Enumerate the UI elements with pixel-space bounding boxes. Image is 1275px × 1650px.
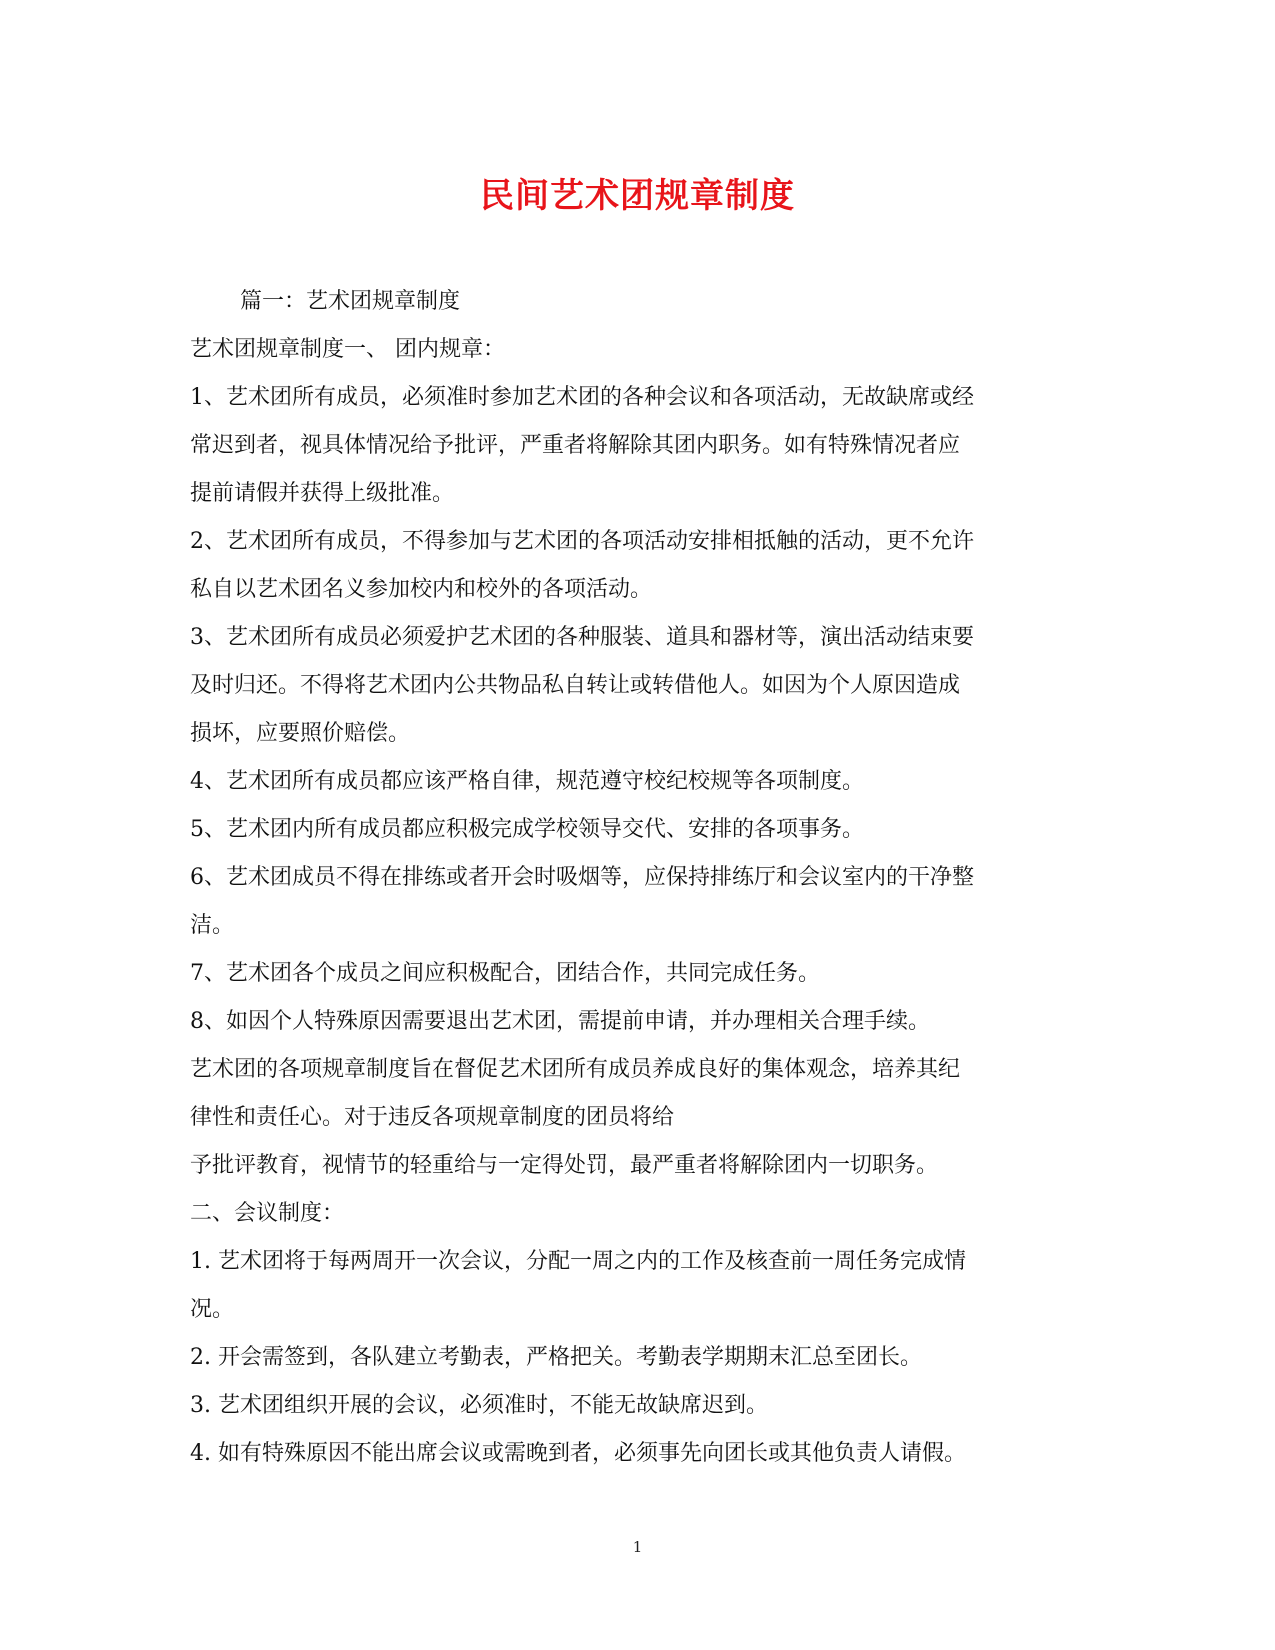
- paragraph-line: 洁。: [190, 913, 235, 938]
- paragraph-line: 6、艺术团成员不得在排练或者开会时吸烟等，应保持排练厅和会议室内的干净整: [190, 865, 974, 890]
- paragraph-line: 予批评教育，视情节的轻重给与一定得处罚，最严重者将解除团内一切职务。: [190, 1153, 939, 1178]
- paragraph-line: 5、艺术团内所有成员都应积极完成学校领导交代、安排的各项事务。: [190, 817, 864, 842]
- paragraph-line: 艺术团规章制度一、 团内规章：: [190, 337, 505, 362]
- paragraph-line: 4. 如有特殊原因不能出席会议或需晚到者，必须事先向团长或其他负责人请假。: [190, 1441, 966, 1466]
- paragraph-line: 4、艺术团所有成员都应该严格自律，规范遵守校纪校规等各项制度。: [190, 769, 864, 794]
- paragraph-line: 损坏，应要照价赔偿。: [190, 721, 411, 746]
- paragraph-line: 况。: [190, 1297, 235, 1322]
- paragraph-line: 私自以艺术团名义参加校内和校外的各项活动。: [190, 577, 653, 602]
- paragraph-line: 7、艺术团各个成员之间应积极配合，团结合作，共同完成任务。: [190, 961, 820, 986]
- paragraph-line: 1、艺术团所有成员，必须准时参加艺术团的各种会议和各项活动，无故缺席或经: [190, 385, 974, 410]
- paragraph-line: 2. 开会需签到，各队建立考勤表，严格把关。考勤表学期期末汇总至团长。: [190, 1345, 922, 1370]
- paragraph-line: 3. 艺术团组织开展的会议，必须准时，不能无故缺席迟到。: [190, 1393, 768, 1418]
- document-body: [190, 278, 1080, 1478]
- paragraph-line: 1. 艺术团将于每两周开一次会议，分配一周之内的工作及核查前一周任务完成情: [190, 1249, 966, 1274]
- paragraph-line: 提前请假并获得上级批准。: [190, 481, 455, 506]
- paragraph-line: 艺术团的各项规章制度旨在督促艺术团所有成员养成良好的集体观念，培养其纪: [190, 1057, 961, 1082]
- page-number: 1: [632, 1538, 643, 1556]
- paragraph-line: 常迟到者，视具体情况给予批评，严重者将解除其团内职务。如有特殊情况者应: [190, 433, 961, 458]
- section-heading: 二、会议制度：: [190, 1201, 345, 1226]
- paragraph-line: 及时归还。不得将艺术团内公共物品私自转让或转借他人。如因为个人原因造成: [190, 673, 961, 698]
- paragraph-line: 8、如因个人特殊原因需要退出艺术团，需提前申请，并办理相关合理手续。: [190, 1009, 930, 1034]
- paragraph-line: 3、艺术团所有成员必须爱护艺术团的各种服装、道具和器材等，演出活动结束要: [190, 625, 974, 650]
- document-title: 民间艺术团规章制度: [480, 176, 795, 216]
- paragraph-line: 2、艺术团所有成员，不得参加与艺术团的各项活动安排相抵触的活动，更不允许: [190, 529, 974, 554]
- section-heading: 篇一：艺术团规章制度: [240, 289, 461, 314]
- paragraph-line: 律性和责任心。对于违反各项规章制度的团员将给: [190, 1105, 675, 1130]
